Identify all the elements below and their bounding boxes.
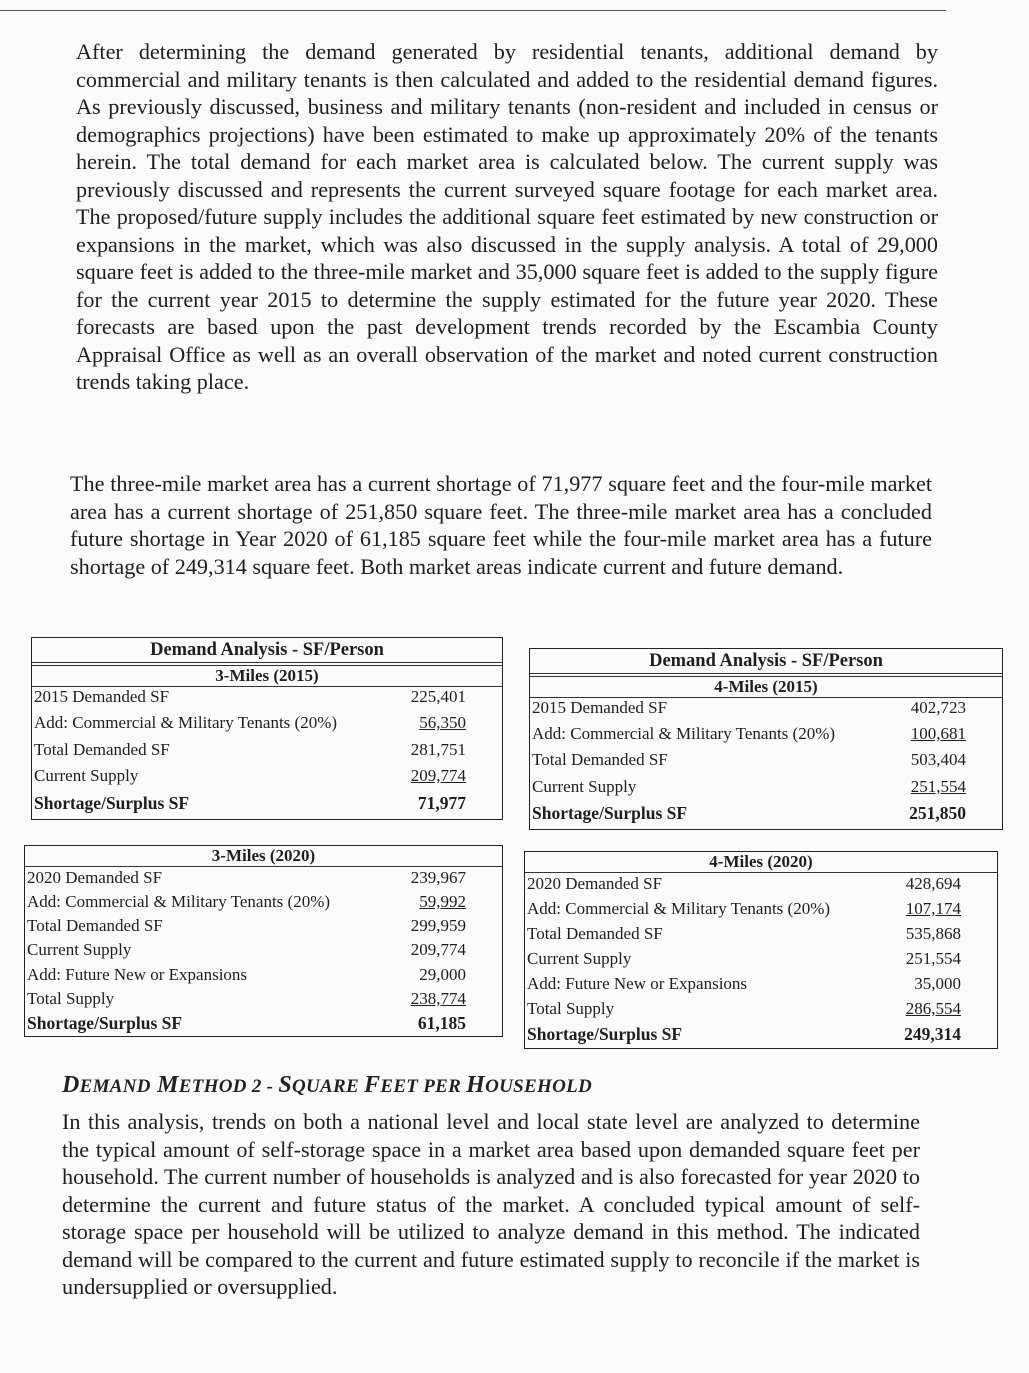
row-value: 56,350 <box>419 713 466 733</box>
row-value: 251,554 <box>910 776 966 796</box>
row-value: 225,401 <box>410 687 466 706</box>
table-row <box>25 964 502 988</box>
row-label: Add: Future New or Expansions <box>527 974 748 993</box>
row-value: 239,967 <box>410 868 466 887</box>
table-row <box>25 867 502 891</box>
row-label: Add: Commercial & Military Tenants (20%) <box>527 899 831 918</box>
row-value: 100,681 <box>910 724 966 744</box>
demand-table-4-miles-2020 <box>524 851 998 1049</box>
table-row <box>525 973 997 998</box>
table-row <box>32 740 502 766</box>
row-label: Total Demanded SF <box>532 750 668 770</box>
table-subtitle: 3-Miles (2020) <box>25 846 502 867</box>
row-label: 2015 Demanded SF <box>532 698 668 717</box>
row-label: Shortage/Surplus SF <box>527 1024 683 1044</box>
row-label: Add: Commercial & Military Tenants (20%) <box>34 713 338 733</box>
row-label: Add: Commercial & Military Tenants (20%) <box>27 892 331 912</box>
row-value: 29,000 <box>419 964 466 984</box>
row-label: Total Demanded SF <box>34 739 170 759</box>
row-value: 61,185 <box>417 1012 466 1033</box>
table-subtitle: 4-Miles (2020) <box>525 852 997 873</box>
table-row <box>25 891 502 915</box>
row-label: 2020 Demanded SF <box>27 868 163 887</box>
row-value: 59,992 <box>419 892 466 912</box>
table-row <box>525 923 997 948</box>
table-row-total <box>530 803 1002 829</box>
row-value: 428,694 <box>905 874 961 893</box>
row-label: Add: Future New or Expansions <box>27 964 248 984</box>
row-value: 402,723 <box>910 698 966 717</box>
table-row <box>525 898 997 923</box>
row-value: 281,751 <box>410 739 466 759</box>
table-subtitle: 3-Miles (2015) <box>32 666 502 687</box>
table-title: Demand Analysis - SF/Person <box>32 638 502 666</box>
table-row <box>25 988 502 1012</box>
table-row <box>32 687 502 713</box>
row-value: 209,774 <box>410 940 466 960</box>
table-row-total <box>525 1023 997 1048</box>
row-label: Current Supply <box>34 766 139 786</box>
paragraph-shortage-summary: The three-mile market area has a current shortage of 71,977 square feet and the four-mile market area has a current shortage of 251,850 square feet. The three-mile market area has a concluded future shortage in Year 2020 of 61,185 square feet while the four-mile market area has a future shortage of 249,314 square feet. Both market areas indicate current and future demand. <box>70 471 932 579</box>
table-row <box>525 998 997 1023</box>
row-label: Total Demanded SF <box>527 924 663 943</box>
row-label: Shortage/Surplus SF <box>34 792 190 813</box>
row-value: 251,850 <box>909 802 966 823</box>
table-row <box>530 724 1002 750</box>
row-value: 286,554 <box>905 999 961 1018</box>
demand-table-4-miles-2015 <box>529 648 1003 830</box>
table-row <box>25 939 502 963</box>
row-label: 2020 Demanded SF <box>527 874 663 893</box>
row-label: Total Supply <box>27 988 115 1008</box>
row-value: 107,174 <box>905 899 961 918</box>
paragraph-supply-demand: After determining the demand generated by residential tenants, additional demand by commercial and military tenants is then calculated and added to the residential demand figures. As previously discussed, business and military tenants (non-resident and included in census or demographics projections) have been estimated to make up approximately 20% of the tenants herein. The total demand for each market area is calculated below. The current supply was previously discussed and represents the current surveyed square footage for each market area. The proposed/future supply includes the additional square feet estimated by new construction or expansions in the market, which was also discussed in the supply analysis. A total of 29,000 square feet is added to the three-mile market and 35,000 square feet is added to the supply figure for the current year 2015 to determine the supply estimated for the future year 2020. These forecasts are based upon the past development trends recorded by the Escambia County Appraisal Office as well as an overall observation of the market and noted current construction trends taking place. <box>76 39 938 394</box>
row-label: Current Supply <box>527 949 632 968</box>
row-label: Shortage/Surplus SF <box>532 802 688 823</box>
table-row <box>32 766 502 792</box>
table-subtitle: 4-Miles (2015) <box>530 677 1002 698</box>
row-value: 71,977 <box>417 792 466 813</box>
row-value: 35,000 <box>914 974 961 993</box>
row-value: 503,404 <box>910 750 966 770</box>
table-row <box>530 698 1002 724</box>
row-value: 299,959 <box>410 916 466 936</box>
table-title: Demand Analysis - SF/Person <box>530 649 1002 677</box>
row-value: 249,314 <box>904 1024 961 1044</box>
paragraph-method-2: In this analysis, trends on both a national level and local state level are analyzed to determine the typical amount of self-storage space in a market area based upon demanded square feet per household. The current number of households is analyzed and is also forecasted for year 2020 to determine the current and future status of the market. A concluded typical amount of self-storage space per household will be utilized to analyze demand in this method. The indicated demand will be compared to the current and future estimated supply to reconcile if the market is undersupplied or oversupplied. <box>62 1109 920 1299</box>
row-value: 535,868 <box>905 924 961 943</box>
row-label: Current Supply <box>532 776 637 796</box>
table-row-total <box>25 1012 502 1036</box>
row-value: 251,554 <box>905 949 961 968</box>
top-rule <box>0 10 946 11</box>
row-label: Total Supply <box>527 999 615 1018</box>
table-row <box>25 915 502 939</box>
table-row <box>525 948 997 973</box>
table-row <box>530 777 1002 803</box>
row-value: 238,774 <box>410 988 466 1008</box>
table-row-total <box>32 793 502 819</box>
table-row <box>525 873 997 898</box>
row-label: Total Demanded SF <box>27 916 163 936</box>
row-value: 209,774 <box>410 766 466 786</box>
row-label: Shortage/Surplus SF <box>27 1012 183 1033</box>
table-row <box>530 750 1002 776</box>
table-row <box>32 713 502 739</box>
demand-table-3-miles-2020 <box>24 845 503 1037</box>
demand-table-3-miles-2015 <box>31 637 503 820</box>
row-label: Add: Commercial & Military Tenants (20%) <box>532 724 836 744</box>
row-label: 2015 Demanded SF <box>34 687 170 706</box>
section-heading: DEMAND METHOD 2 - SQUARE FEET PER HOUSEHOLD <box>62 1072 593 1098</box>
row-label: Current Supply <box>27 940 132 960</box>
